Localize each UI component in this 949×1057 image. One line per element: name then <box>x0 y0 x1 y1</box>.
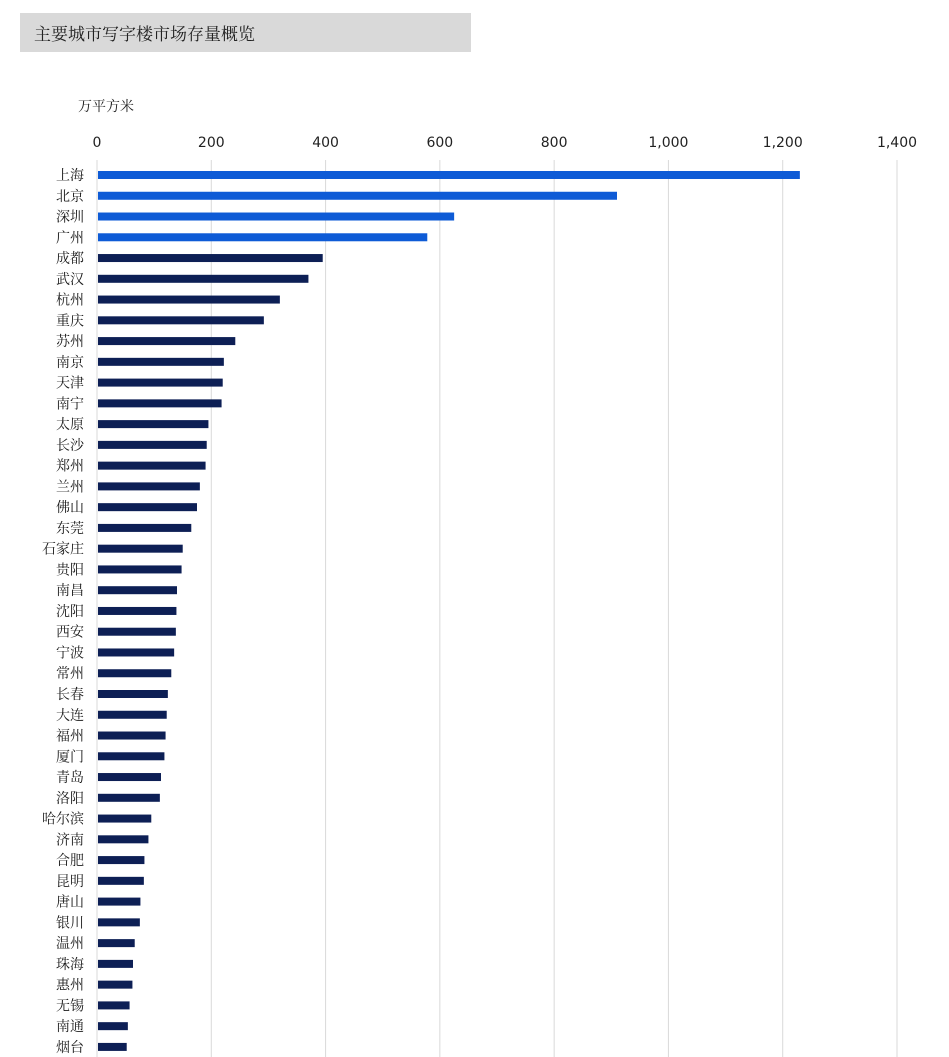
bar <box>98 773 161 781</box>
category-label: 昆明 <box>56 873 84 890</box>
category-label: 武汉 <box>56 271 84 288</box>
x-axis-ticks <box>93 135 918 151</box>
bar <box>98 607 176 615</box>
x-tick-label: 800 <box>540 135 568 151</box>
bar <box>98 171 800 179</box>
bars <box>98 171 800 1051</box>
category-label: 大连 <box>56 707 84 724</box>
category-label: 上海 <box>56 168 84 184</box>
category-label: 哈尔滨 <box>42 811 84 828</box>
bar <box>98 420 208 428</box>
bar <box>98 1001 130 1009</box>
bar <box>98 358 224 366</box>
bar <box>98 233 427 241</box>
category-label: 洛阳 <box>56 790 84 807</box>
bar <box>98 752 164 760</box>
bar <box>98 690 168 698</box>
category-label: 珠海 <box>56 956 84 973</box>
bar <box>98 918 140 926</box>
category-label: 东莞 <box>56 520 84 537</box>
category-label: 合肥 <box>56 853 84 870</box>
category-label: 南京 <box>56 354 84 371</box>
bar <box>98 503 197 511</box>
bar <box>98 441 207 449</box>
grid-layer <box>97 160 897 1057</box>
category-labels <box>42 168 85 1056</box>
category-label: 银川 <box>56 915 84 932</box>
bar <box>98 275 308 283</box>
bar <box>98 1043 127 1051</box>
category-label: 烟台 <box>56 1039 84 1056</box>
bar <box>98 192 617 200</box>
unit-label: 万平方米 <box>78 99 134 115</box>
category-label: 南昌 <box>56 583 84 600</box>
category-label: 厦门 <box>56 749 84 766</box>
bar <box>98 856 144 864</box>
bar <box>98 462 206 470</box>
bar <box>98 254 323 262</box>
category-label: 南宁 <box>56 396 84 413</box>
category-label: 杭州 <box>56 292 84 309</box>
bar <box>98 213 454 221</box>
x-tick-label: 600 <box>426 135 454 151</box>
bar <box>98 316 264 324</box>
category-label: 福州 <box>56 728 84 745</box>
category-label: 青岛 <box>56 770 84 787</box>
bar <box>98 337 235 345</box>
chart-title: 主要城市写字楼市场存量概览 <box>20 13 471 52</box>
x-tick-label: 1,200 <box>762 135 803 151</box>
category-label: 贵阳 <box>56 562 84 579</box>
category-label: 长春 <box>56 687 84 703</box>
bar <box>98 648 174 656</box>
bar <box>98 815 151 823</box>
category-label: 无锡 <box>56 998 84 1015</box>
category-label: 石家庄 <box>42 541 84 558</box>
category-label: 长沙 <box>56 437 84 454</box>
category-label: 深圳 <box>56 209 84 226</box>
bar <box>98 296 280 304</box>
category-label: 南通 <box>56 1019 84 1036</box>
x-tick-label: 200 <box>197 135 225 151</box>
bar <box>98 981 132 989</box>
bar <box>98 565 182 573</box>
bar <box>98 898 140 906</box>
category-label: 北京 <box>56 188 84 205</box>
x-tick-label: 1,400 <box>876 135 918 151</box>
bar <box>98 1022 128 1030</box>
bar <box>98 586 177 594</box>
bar <box>98 379 223 387</box>
category-label: 佛山 <box>56 500 84 517</box>
category-label: 太原 <box>56 417 84 434</box>
bar <box>98 524 191 532</box>
bar <box>98 939 135 947</box>
x-tick-label: 400 <box>312 135 339 151</box>
bar <box>98 545 183 553</box>
bar <box>98 960 133 968</box>
bar <box>98 732 166 740</box>
bar <box>98 399 222 407</box>
category-label: 惠州 <box>56 977 84 994</box>
category-label: 济南 <box>56 832 84 849</box>
category-label: 广州 <box>56 230 84 247</box>
category-label: 唐山 <box>56 894 84 911</box>
category-label: 苏州 <box>56 334 84 351</box>
bar <box>98 835 148 843</box>
bar <box>98 877 144 885</box>
bar <box>98 628 176 636</box>
bar <box>98 669 171 677</box>
category-label: 宁波 <box>56 645 84 662</box>
category-label: 成都 <box>56 251 84 268</box>
x-tick-label: 0 <box>92 135 102 151</box>
category-label: 天津 <box>56 375 84 392</box>
category-label: 沈阳 <box>56 603 84 620</box>
category-label: 重庆 <box>56 313 84 330</box>
bar <box>98 711 167 719</box>
category-label: 温州 <box>56 936 84 953</box>
category-label: 常州 <box>56 666 84 683</box>
category-label: 西安 <box>56 624 84 641</box>
bar <box>98 482 200 490</box>
category-label: 郑州 <box>56 458 84 475</box>
x-tick-label: 1,000 <box>648 135 689 151</box>
bar <box>98 794 160 802</box>
category-label: 兰州 <box>56 479 84 496</box>
